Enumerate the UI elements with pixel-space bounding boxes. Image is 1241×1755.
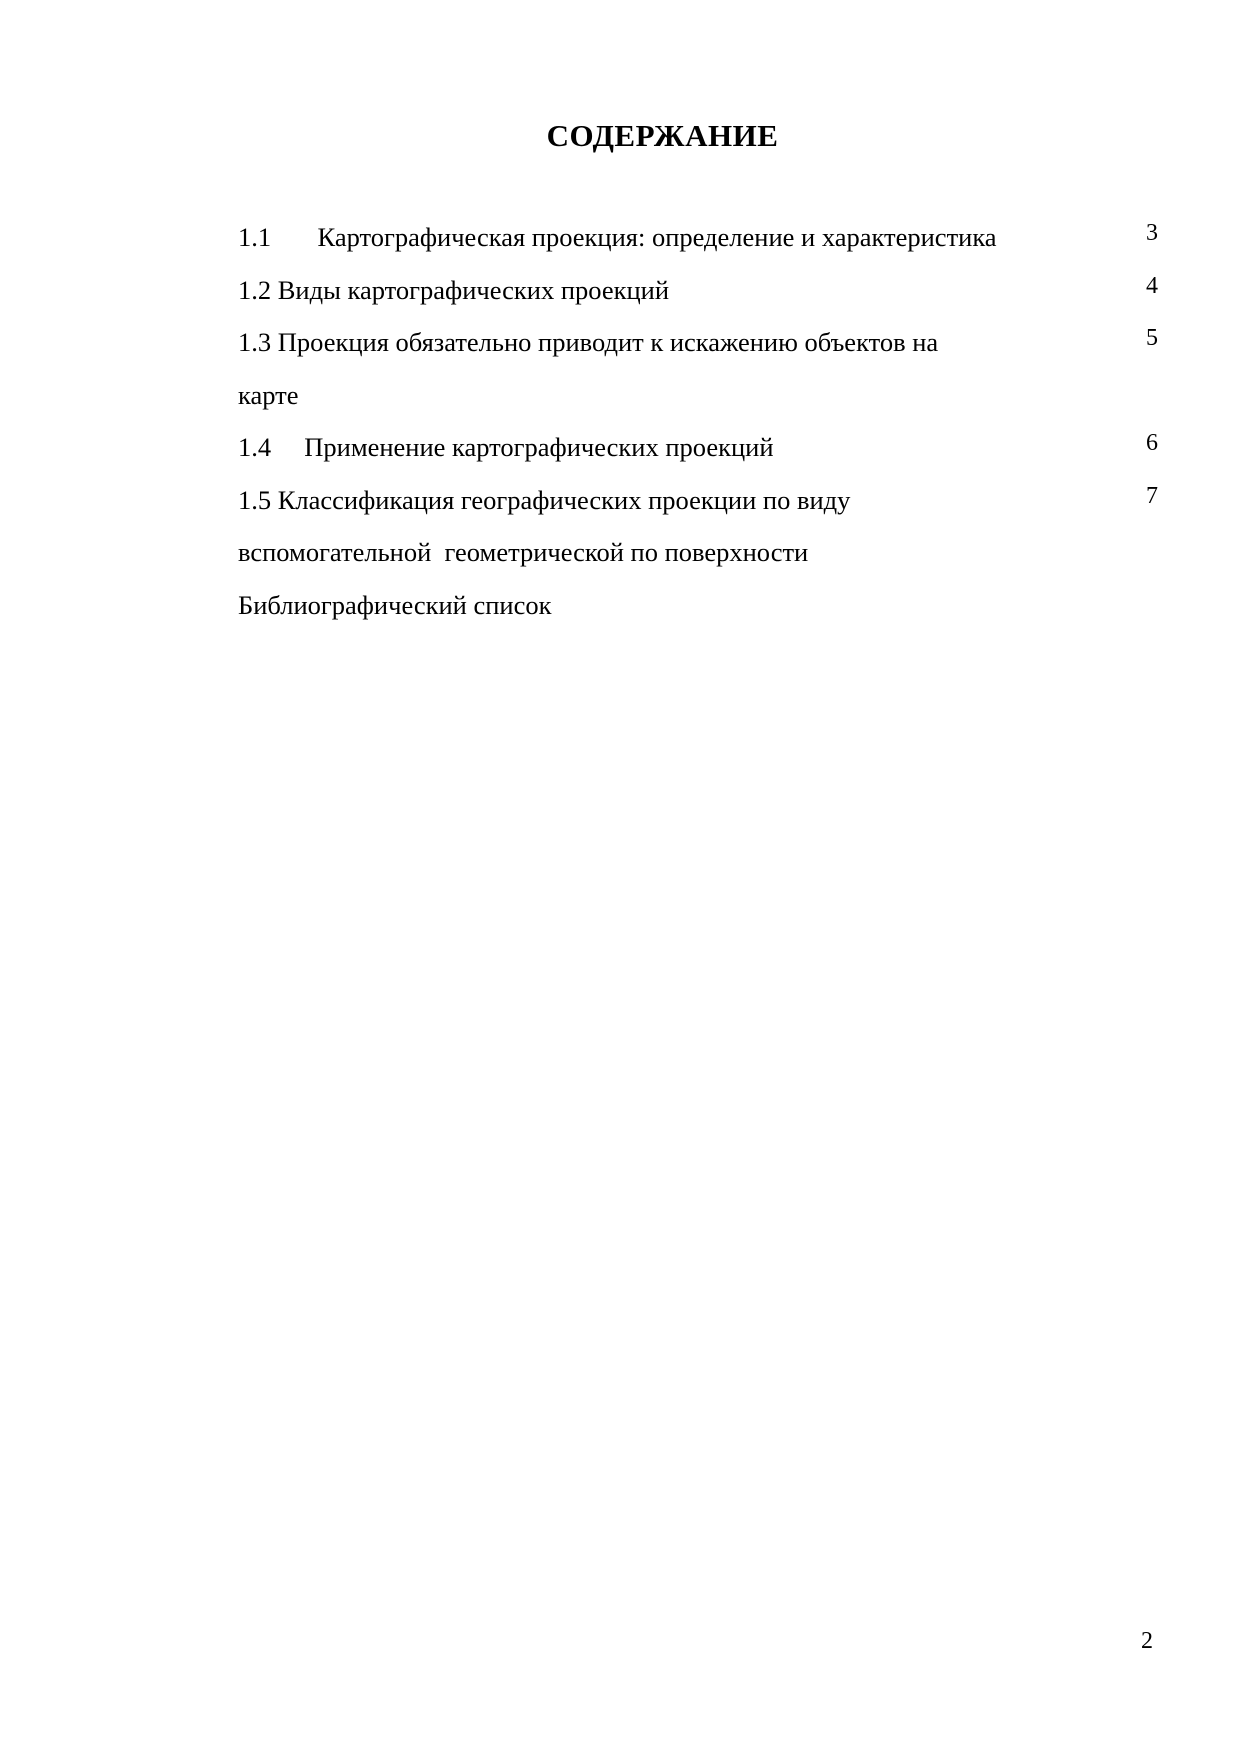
toc-entry-page: 5: [1146, 325, 1158, 351]
toc-entry-1-2[interactable]: [238, 264, 1158, 317]
toc-entry-page: 4: [1146, 272, 1158, 299]
page-number: 2: [1141, 1628, 1153, 1654]
toc-entry-page: 3: [1146, 220, 1158, 246]
table-of-contents: [238, 211, 1158, 631]
toc-entry-1-1[interactable]: [238, 211, 1158, 264]
toc-entry-1-3[interactable]: [238, 316, 1158, 421]
toc-entry-1-5[interactable]: [238, 474, 1158, 579]
toc-entry-bibliography[interactable]: [238, 579, 1158, 632]
toc-entry-page: 7: [1146, 482, 1158, 509]
toc-entry-text: 1.2 Виды картографических проекций: [238, 274, 670, 305]
toc-entry-1-4[interactable]: [238, 421, 1158, 474]
toc-entry-text: 1.5 Классификация географических проекции по виду вспомогательной геометрической по поверхности: [238, 484, 858, 567]
toc-entry-page: 6: [1146, 430, 1158, 456]
toc-entry-text: 1.1 Картографическая проекция: определение и характеристика: [238, 222, 997, 252]
toc-entry-text: 1.3 Проекция обязательно приводит к искажению объектов на карте: [238, 327, 945, 410]
toc-entry-text: Библиографический список: [238, 589, 552, 620]
toc-entry-text: 1.4 Применение картографических проекций: [238, 432, 774, 462]
page-title: СОДЕРЖАНИЕ: [546, 118, 779, 153]
